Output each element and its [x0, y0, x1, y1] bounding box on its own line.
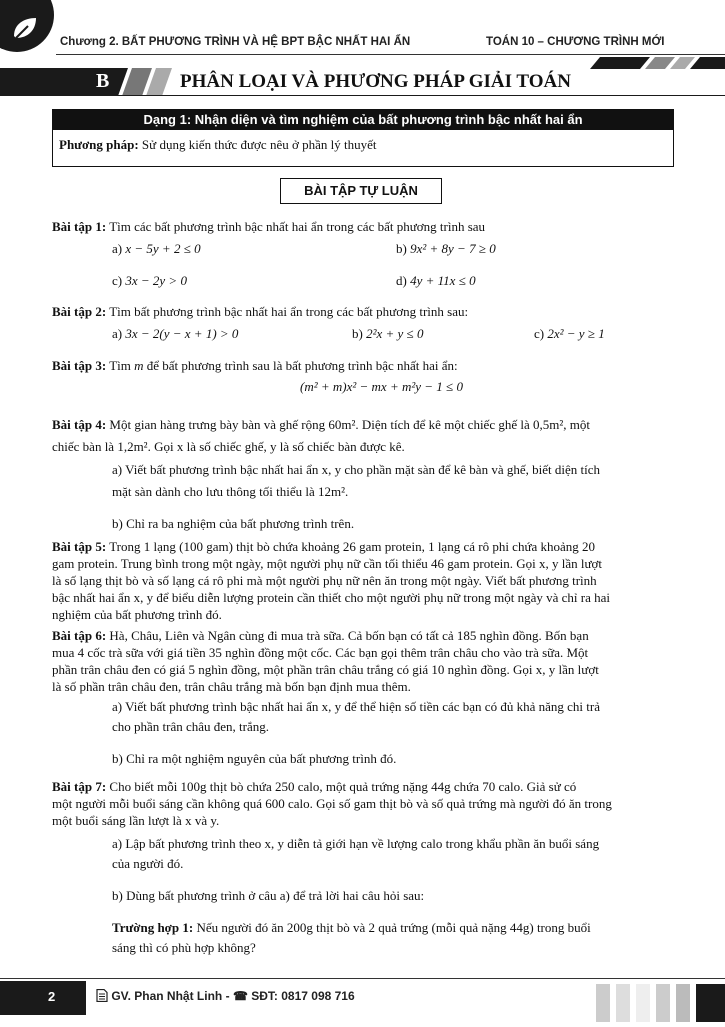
ex1-c: c) 3x − 2y > 0 [112, 273, 187, 288]
ex5 [52, 538, 676, 623]
header-program: TOÁN 10 – CHƯƠNG TRÌNH MỚI [486, 36, 665, 48]
footer-bars [596, 984, 725, 1022]
ex2-c-math: 2x² − y ≥ 1 [547, 326, 605, 341]
section-title: PHÂN LOẠI VÀ PHƯƠNG PHÁP GIẢI TOÁN [180, 71, 571, 92]
ex7-parts [112, 834, 672, 958]
ex2-a-math: 3x − 2(y − x + 1) > 0 [125, 326, 239, 341]
ex4 [52, 416, 676, 456]
dang-box [52, 109, 674, 167]
ex6-a1: a) Viết bất phương trình bậc nhất hai ẩn x, y để thể hiện số tiền các bạn có đủ khả năng chi trả [112, 699, 600, 714]
header-logo [0, 0, 54, 52]
ex1-b: b) 9x² + 8y − 7 ≥ 0 [396, 241, 496, 256]
dang-title: Dạng 1: Nhận diện và tìm nghiệm của bất phương trình bậc nhất hai ẩn [143, 112, 583, 127]
ex3-label: Bài tập 3: [52, 358, 107, 373]
ex6-line2: mua 4 cốc trà sữa với giá tiền 35 nghìn đồng một cốc. Các bạn gọi thêm trân châu cho vào trà sữa. Một [52, 645, 589, 660]
ex6 [52, 627, 676, 695]
ex2-a: a) 3x − 2(y − x + 1) > 0 [112, 326, 239, 341]
ex1-label: Bài tập 1: [52, 219, 107, 234]
ex6-b: b) Chỉ ra một nghiệm nguyên của bất phương trình đó. [112, 751, 397, 766]
method-label: Phương pháp: [59, 137, 139, 152]
section-letter: B [96, 70, 110, 92]
ex1-c-math: 3x − 2y > 0 [125, 273, 187, 288]
ex2-text: Tìm bất phương trình bậc nhất hai ẩn trong các bất phương trình sau: [109, 304, 469, 319]
ex5-line5: nghiệm của bất phương trình đó. [52, 607, 222, 622]
ex5-line2: gam protein. Trung bình trong một ngày, một người phụ nữ cần tối thiểu 46 gam protein. Gọi x, y lần lượt [52, 556, 603, 571]
ex4-b: b) Chỉ ra ba nghiệm của bất phương trình trên. [112, 516, 355, 531]
section-banner [0, 68, 725, 96]
ex4-a1: a) Viết bất phương trình bậc nhất hai ẩn x, y cho phần mặt sàn để kê bàn và ghế, biết diện tích [112, 462, 600, 477]
ex1-a: a) x − 5y + 2 ≤ 0 [112, 241, 201, 256]
page-number: 2 [48, 989, 56, 1004]
ex7 [52, 778, 676, 829]
ex7-line2: một người mỗi buổi sáng cần không quá 600 calo. Gọi số gam thịt bò và số quả trứng mà người đó ăn trong [52, 796, 612, 811]
ex1 [52, 218, 485, 236]
ex3: Bài tập 3: Tìm m để bất phương trình sau là bất phương trình bậc nhất hai ẩn: [52, 358, 458, 373]
ex5-label: Bài tập 5: [52, 539, 107, 554]
ex4-parts [112, 461, 672, 533]
ex7-case-2: sáng thì có phù hợp không? [112, 940, 256, 955]
ex1-b-math: 9x² + 8y − 7 ≥ 0 [410, 241, 496, 256]
ex6-label: Bài tập 6: [52, 628, 107, 643]
ex5-line1: Bài tập 5: Trong 1 lạng (100 gam) thịt bò chứa khoảng 26 gam protein, 1 lạng cá rô phi chứa khoảng 20 [52, 539, 596, 554]
footer-rule [0, 978, 725, 979]
ex4-line1: Bài tập 4: Một gian hàng trưng bày bàn và ghế rộng 60m². Diện tích để kê một chiếc ghế là 0,5m², một [52, 417, 590, 432]
ex6-line3: phần trân châu đen có giá 5 nghìn đồng, một phần trân châu trắng có giá 10 nghìn đồng. Gọi x, y lần lượt [52, 662, 599, 677]
document-icon [96, 989, 108, 1002]
ex1-text: Tìm các bất phương trình bậc nhất hai ẩn trong các bất phương trình sau [109, 219, 486, 234]
ex4-label: Bài tập 4: [52, 417, 107, 432]
ex4-a2: mặt sàn dành cho lưu thông tối thiểu là 12m². [112, 484, 349, 499]
ex2-c: c) 2x² − y ≥ 1 [534, 326, 605, 341]
ex7-case: Trường hợp 1: Nếu người đó ăn 200g thịt bò và 2 quả trứng (mỗi quả nặng 44g) trong buổi [112, 920, 591, 935]
author-phone: SĐT: 0817 098 716 [251, 989, 355, 1003]
ex2-b-math: 2²x + y ≤ 0 [366, 326, 424, 341]
ex6-line4: là số phần trân châu đen, trân châu trắng mà bốn bạn định mua thêm. [52, 679, 411, 694]
ex1-d-math: 4y + 11x ≤ 0 [410, 273, 476, 288]
ex3-math: (m² + m)x² − mx + m²y − 1 ≤ 0 [300, 379, 463, 394]
footer-author: GV. Phan Nhật Linh - ☎ SĐT: 0817 098 716 [96, 989, 355, 1003]
exercise-heading: BÀI TẬP TỰ LUẬN [280, 178, 442, 204]
header-chapter: Chương 2. BẤT PHƯƠNG TRÌNH VÀ HỆ BPT BẬC NHẤT HAI ẨN [60, 36, 411, 48]
footer-page-box [0, 981, 86, 1015]
ex4-line2: chiếc bàn là 1,2m². Gọi x là số chiếc ghế, y là số chiếc bàn được kê. [52, 439, 405, 454]
footer [0, 978, 725, 1024]
ex1-d: d) 4y + 11x ≤ 0 [396, 273, 476, 288]
ex5-line3: là số lạng thịt bò và số lạng cá rô phi mà một người phụ nữ nên ăn trong một ngày. Viết bất phương trình [52, 573, 597, 588]
ex7-case-label: Trường hợp 1: [112, 920, 194, 935]
ex7-a2: của người đó. [112, 856, 184, 871]
ex7-b: b) Dùng bất phương trình ở câu a) để trả lời hai câu hỏi sau: [112, 888, 425, 903]
ex6-line1: Bài tập 6: Hà, Châu, Liên và Ngân cùng đi mua trà sữa. Cả bốn bạn có tất cả 185 nghìn đồng. Bốn bạn [52, 628, 589, 643]
ex2-label: Bài tập 2: [52, 304, 107, 319]
ex7-label: Bài tập 7: [52, 779, 107, 794]
leaf-icon [10, 14, 40, 44]
ex7-a1: a) Lập bất phương trình theo x, y diễn tả giới hạn về lượng calo trong khẩu phần ăn buổi sáng [112, 836, 600, 851]
header-stripes [590, 56, 725, 68]
ex7-line3: một buổi sáng lần lượt là x và y. [52, 813, 220, 828]
method-text: Sử dụng kiến thức được nêu ở phần lý thuyết [141, 137, 377, 152]
ex5-line4: bậc nhất hai ẩn x, y để biểu diễn lượng protein cần thiết cho một người phụ nữ trong một ngày và chỉ ra hai [52, 590, 610, 605]
dang-method [53, 130, 673, 160]
author-name: GV. Phan Nhật Linh [111, 989, 223, 1003]
ex7-line1: Bài tập 7: Cho biết mỗi 100g thịt bò chứa 250 calo, một quả trứng nặng 44g chứa 70 calo. Giả sử có [52, 779, 577, 794]
ex6-a2: cho phần trân châu đen, trắng. [112, 719, 270, 734]
ex1-a-math: x − 5y + 2 ≤ 0 [125, 241, 201, 256]
header-rule [56, 54, 725, 55]
phone-icon: ☎ [232, 989, 248, 1003]
dang-title-bar [53, 110, 673, 130]
ex6-parts [112, 697, 672, 769]
ex2 [52, 303, 468, 321]
ex2-b: b) 2²x + y ≤ 0 [352, 326, 424, 341]
